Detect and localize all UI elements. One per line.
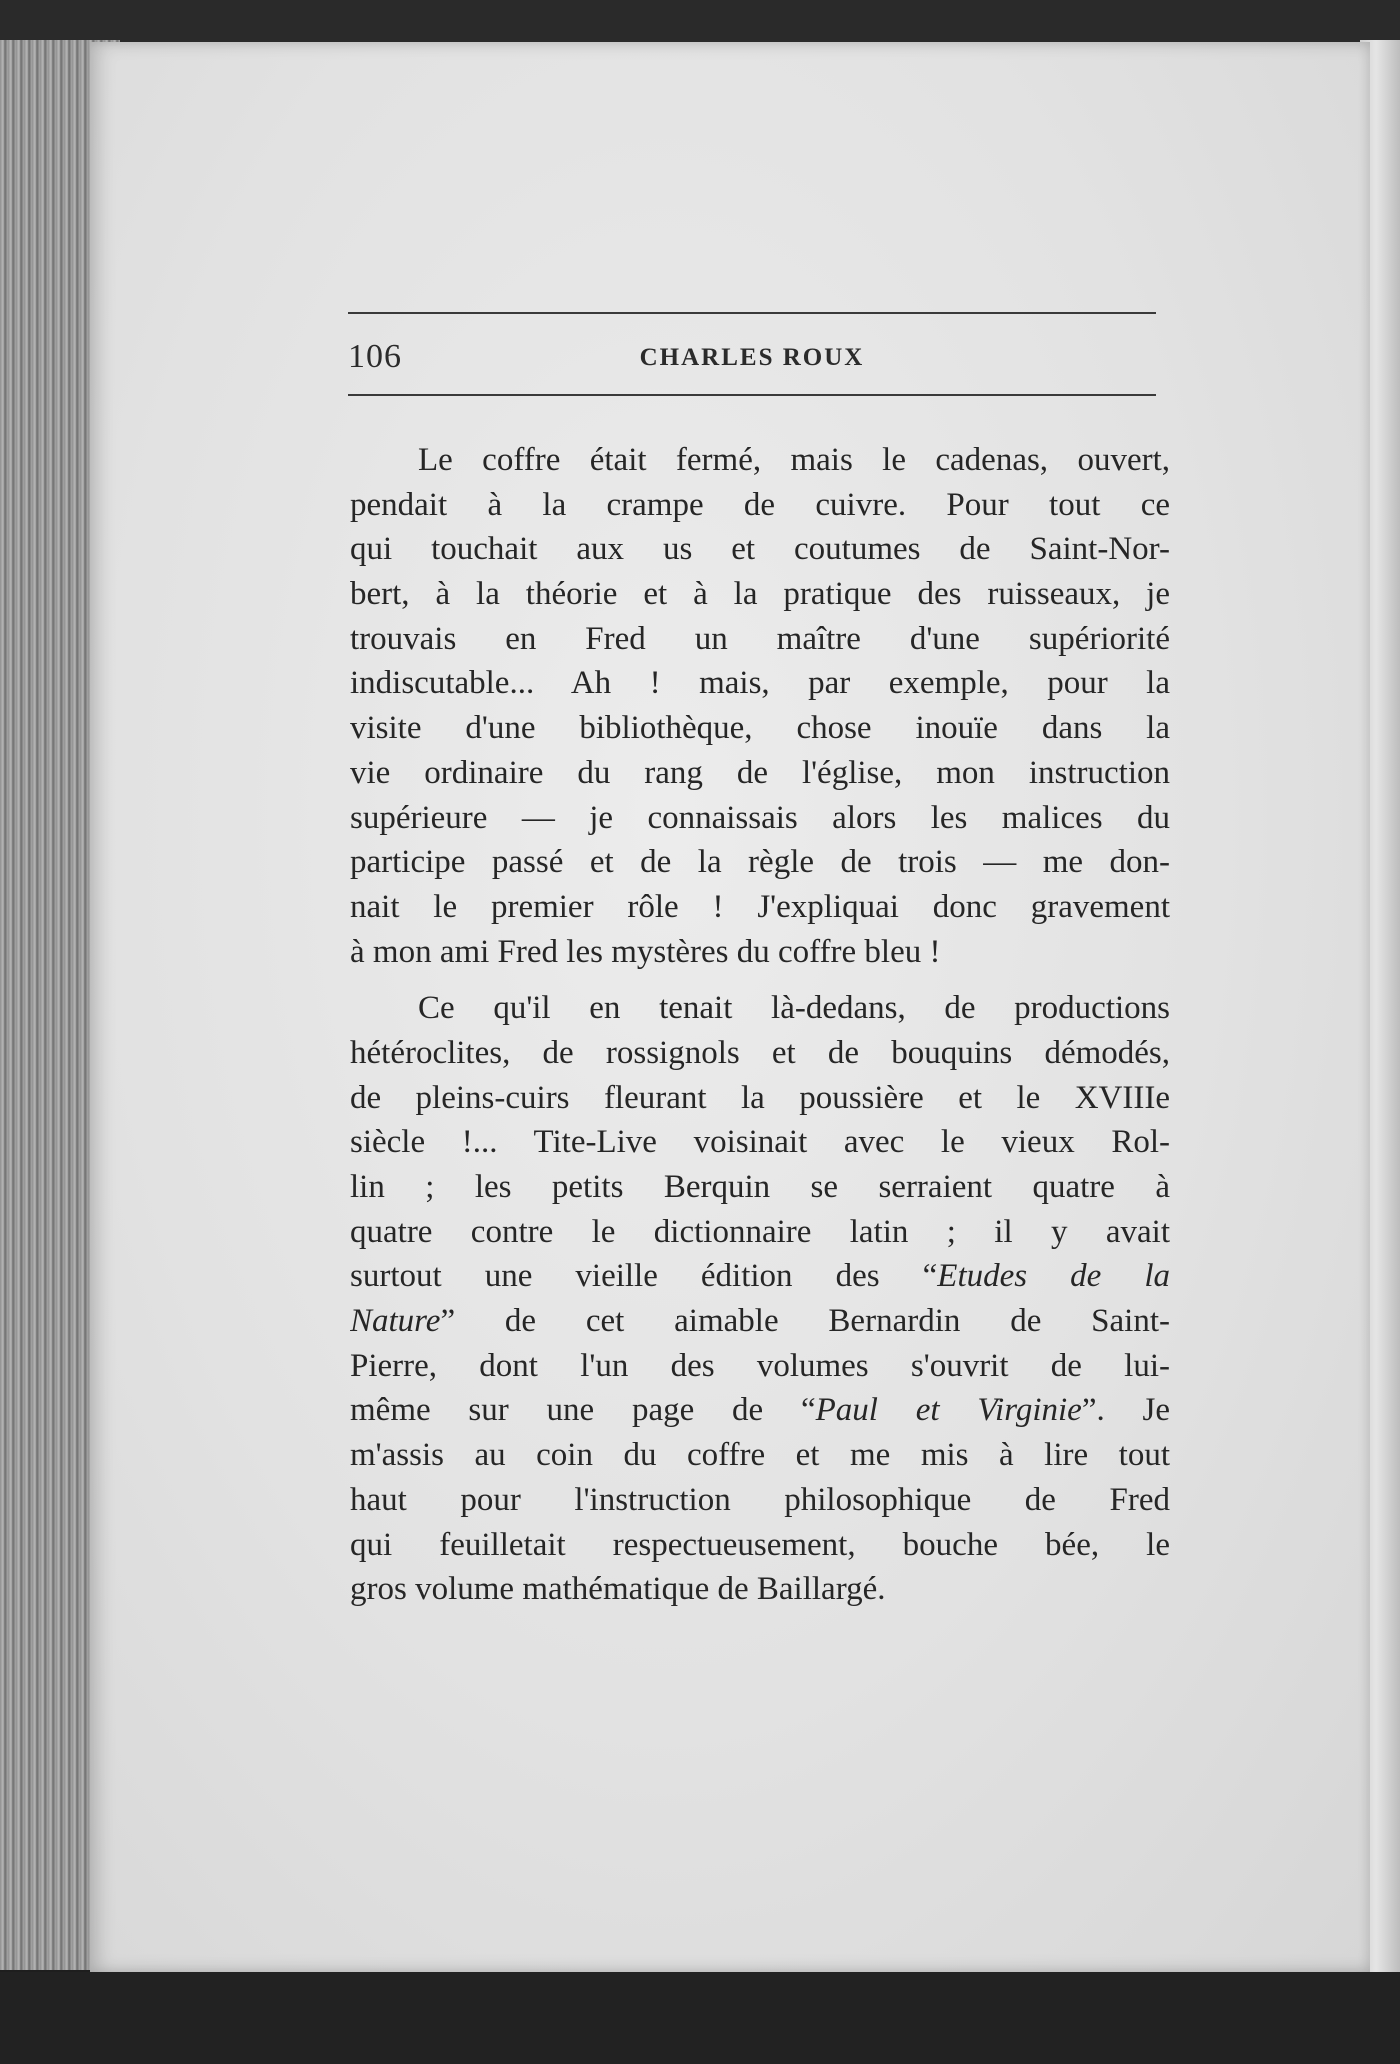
text-line: quatre contre le dictionnaire latin ; il y avait (350, 1213, 1170, 1250)
text-line: à mon ami Fred les mystères du coffre bleu ! (350, 933, 941, 970)
paragraph-2 (350, 986, 1170, 1612)
page-number: 106 (348, 338, 402, 375)
text-line: vie ordinaire du rang de l'église, mon instruction (350, 754, 1170, 791)
body-text (350, 438, 1170, 1612)
text-line: Le coffre était fermé, mais le cadenas, ouvert, (418, 442, 1170, 478)
text-line: trouvais en Fred un maître d'une supériorité (350, 620, 1170, 657)
book-title-etudes: Etudes de la (937, 1258, 1170, 1295)
book-title-paul-et-virginie: Paul et Virginie (815, 1392, 1082, 1429)
text-line: lin ; les petits Berquin se serraient quatre à (350, 1169, 1170, 1205)
text-line (350, 1254, 1170, 1299)
text-line: Ce qu'il en tenait là-dedans, de productions (418, 990, 1170, 1027)
text-line (350, 1299, 1170, 1344)
text-line: gros volume mathématique de Baillargé. (350, 1571, 886, 1608)
text-line: m'assis au coin du coffre et me mis à lire tout (350, 1437, 1170, 1474)
text-line: de pleins-cuirs fleurant la poussière et le XVIIIe (350, 1079, 1170, 1116)
header-rule-top (348, 312, 1156, 314)
scan-bottom-edge (0, 1972, 1400, 2064)
paragraph-1 (350, 438, 1170, 974)
text-segment: ” de cet aimable Bernardin de Saint- (440, 1303, 1170, 1340)
text-line: Pierre, dont l'un des volumes s'ouvrit de lui- (350, 1347, 1170, 1384)
text-segment: surtout une vieille édition des “ (350, 1258, 938, 1295)
header-rule-bottom (348, 394, 1156, 396)
text-segment: même sur une page de “ (350, 1392, 816, 1429)
running-head-author: CHARLES ROUX (639, 344, 865, 371)
text-line: hétéroclites, de rossignols et de bouquins démodés, (350, 1034, 1170, 1071)
text-line: qui touchait aux us et coutumes de Saint-Nor- (350, 531, 1170, 568)
text-line: supérieure — je connaissais alors les malices du (350, 799, 1170, 836)
text-line: participe passé et de la règle de trois — me don- (350, 844, 1170, 881)
text-line: qui feuilletait respectueusement, bouche bée, le (350, 1526, 1170, 1563)
book-title-nature: Nature (350, 1303, 441, 1340)
text-line: bert, à la théorie et à la pratique des ruisseaux, je (350, 576, 1170, 613)
running-head (348, 312, 1156, 410)
text-line: visite d'une bibliothèque, chose inouïe dans la (350, 710, 1170, 747)
text-line: nait le premier rôle ! J'expliquai donc gravement (350, 888, 1170, 925)
text-segment: ”. Je (1081, 1392, 1170, 1429)
text-line: siècle !... Tite-Live voisinait avec le vieux Rol- (350, 1124, 1170, 1161)
text-line: indiscutable... Ah ! mais, par exemple, pour la (350, 665, 1170, 702)
text-line: pendait à la crampe de cuivre. Pour tout ce (350, 486, 1170, 523)
text-line: haut pour l'instruction philosophique de Fred (350, 1481, 1170, 1518)
text-line (350, 1388, 1170, 1433)
